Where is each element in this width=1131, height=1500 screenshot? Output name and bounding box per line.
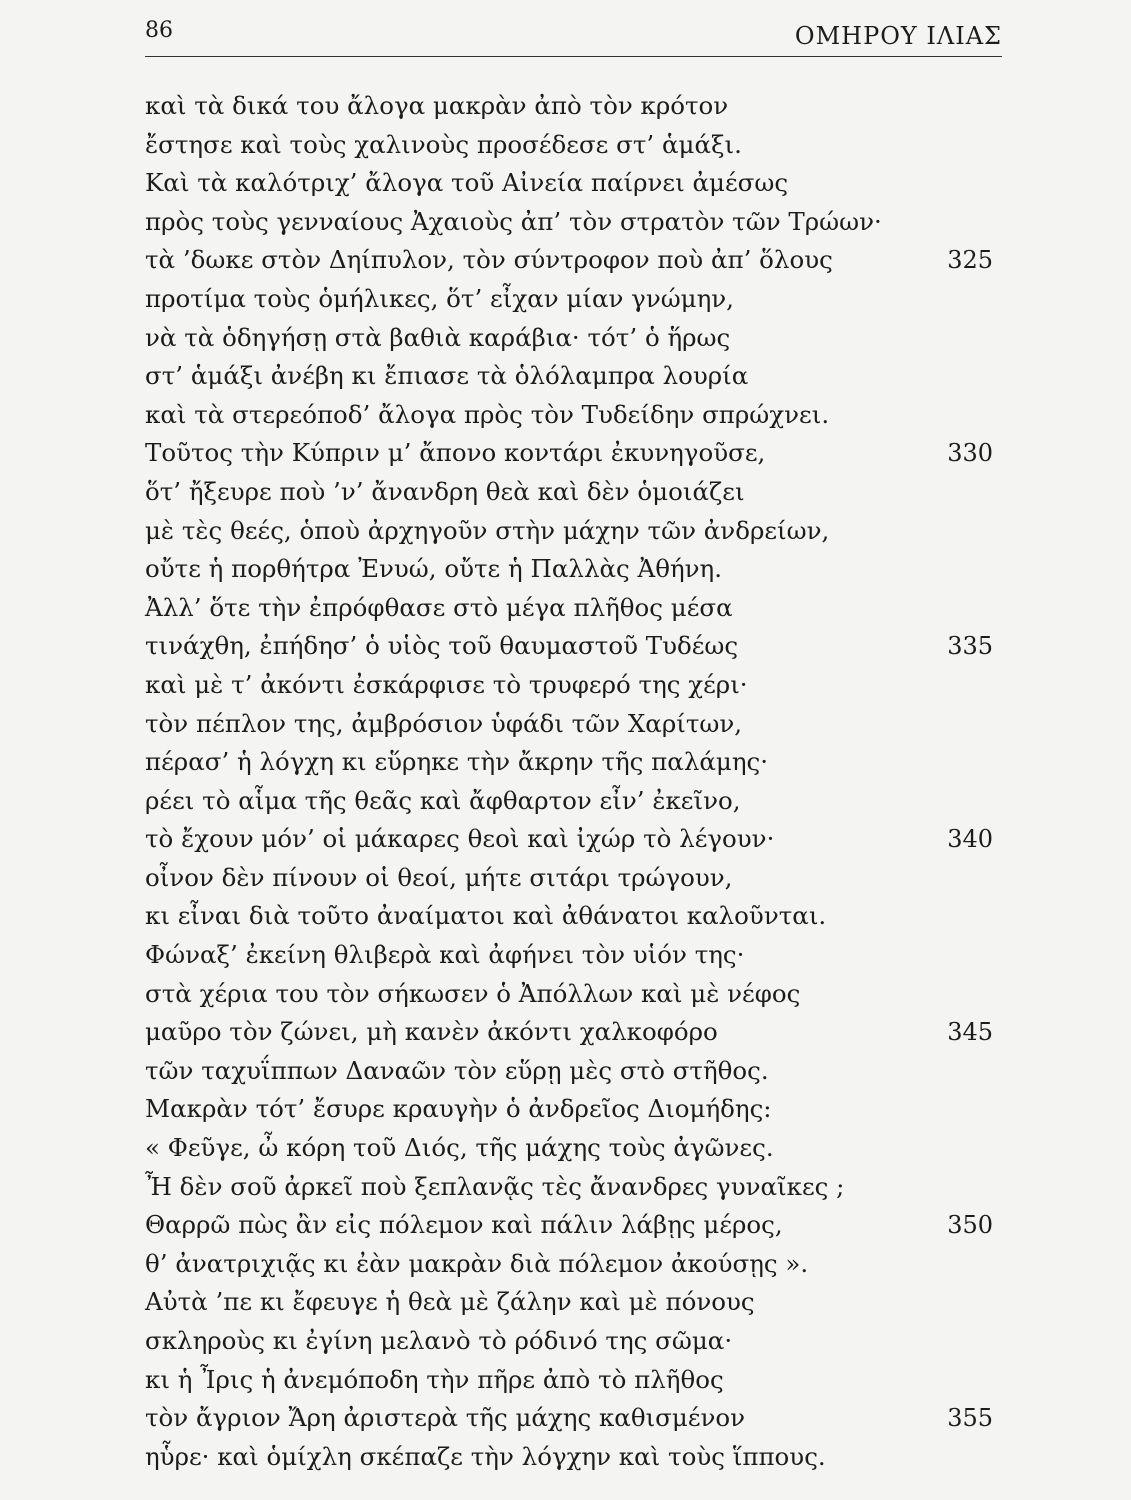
verse-text: τὸ ἔχουν μόν’ οἱ μάκαρες θεοὶ καὶ ἰχώρ τὸ λέγουν· (145, 824, 775, 854)
verse-line (145, 1168, 1005, 1207)
verse-line (145, 1129, 1005, 1168)
verse-text: « Φεῦγε, ὦ κόρη τοῦ Διός, τῆς μάχης τοὺς ἀγῶνες. (145, 1133, 774, 1163)
poem-text (145, 87, 1005, 1476)
verse-text: θ’ ἀνατριχιᾷς κι ἐὰν μακρὰν διὰ πόλεμον ἀκούσῃς ». (145, 1248, 809, 1278)
verse-text: ρέει τὸ αἷμα τῆς θεᾶς καὶ ἄφθαρτον εἶν’ ἐκεῖνο, (145, 785, 741, 815)
verse-text: σκληροὺς κι ἐγίνη μελανὸ τὸ ρόδινό της σῶμα· (145, 1326, 733, 1355)
verse-line (145, 87, 1005, 126)
verse-line (145, 1206, 1005, 1245)
line-number: 345 (947, 1018, 993, 1047)
verse-line (145, 203, 1005, 242)
line-number: 325 (947, 246, 993, 275)
verse-text: οὔτε ἡ πορθήτρα Ἐνυώ, οὔτε ἡ Παλλὰς Ἀθήνη. (145, 554, 723, 584)
verse-text: Θαρρῶ πὼς ἂν εἰς πόλεμον καὶ πάλιν λάβῃς μέρος, (145, 1210, 783, 1240)
verse-text: μαῦρο τὸν ζώνει, μὴ κανὲν ἀκόντι χαλκοφόρο (145, 1017, 718, 1047)
line-number: 335 (947, 632, 993, 661)
verse-line (145, 512, 1005, 551)
verse-line (145, 743, 1005, 782)
verse-text: νὰ τὰ ὁδηγήσῃ στὰ βαθιὰ καράβια· τότ’ ὁ ἥρως (145, 322, 731, 352)
verse-line (145, 782, 1005, 821)
verse-line (145, 473, 1005, 512)
verse-line (145, 434, 1005, 473)
verse-text: Μακρὰν τότ’ ἔσυρε κραυγὴν ὁ ἀνδρεῖος Διομήδης: (145, 1094, 772, 1124)
verse-text: κι ἡ Ἶρις ἡ ἀνεμόποδη τὴν πῆρε ἀπὸ τὸ πλῆθος (145, 1364, 724, 1394)
verse-text: ἔστησε καὶ τοὺς χαλινοὺς προσέδεσε στ’ ἁμάξι. (145, 129, 742, 159)
verse-text: Καὶ τὰ καλότριχ’ ἄλογα τοῦ Αἰνεία παίρνει ἀμέσως (145, 168, 789, 198)
verse-text: Φώναξ’ ἐκείνη θλιβερὰ καὶ ἀφήνει τὸν υἱόν της· (145, 940, 745, 970)
verse-line (145, 1013, 1005, 1052)
verse-text: στ’ ἁμάξι ἀνέβη κι ἔπιασε τὰ ὁλόλαμπρα λουρία (145, 361, 749, 391)
verse-line (145, 396, 1005, 435)
verse-line (145, 550, 1005, 589)
verse-line (145, 1322, 1005, 1361)
verse-text: καὶ τὰ στερεόποδ’ ἄλογα πρὸς τὸν Τυδείδην σπρώχνει. (145, 399, 830, 429)
verse-text: Ἀλλ’ ὅτε τὴν ἐπρόφθασε στὸ μέγα πλῆθος μέσα (145, 592, 733, 622)
verse-line (145, 1399, 1005, 1438)
running-title: ΟΜΗΡΟΥ ΙΛΙΑΣ (794, 22, 1002, 50)
page-number: 86 (145, 18, 173, 43)
verse-line (145, 705, 1005, 744)
verse-text: Τοῦτος τὴν Κύπριν μ’ ἄπονο κοντάρι ἐκυνηγοῦσε, (145, 438, 766, 468)
verse-line (145, 164, 1005, 203)
verse-text: πρὸς τοὺς γενναίους Ἀχαιοὺς ἀπ’ τὸν στρατὸν τῶν Τρώων· (145, 206, 882, 236)
verse-text: τὰ ’δωκε στὸν Δηίπυλον, τὸν σύντροφον ποὺ ἀπ’ ὅλους (145, 245, 833, 275)
verse-line (145, 666, 1005, 705)
verse-line (145, 820, 1005, 859)
page-header (145, 12, 1002, 57)
verse-text: Ἦ δὲν σοῦ ἀρκεῖ ποὺ ξεπλανᾷς τὲς ἄνανδρες γυναῖκες ; (145, 1171, 845, 1201)
verse-line (145, 1245, 1005, 1284)
verse-line (145, 357, 1005, 396)
verse-text: καὶ μὲ τ’ ἀκόντι ἐσκάρφισε τὸ τρυφερό της χέρι· (145, 669, 748, 699)
verse-line (145, 936, 1005, 975)
verse-line (145, 319, 1005, 358)
line-number: 355 (947, 1404, 993, 1433)
verse-line (145, 280, 1005, 319)
verse-line (145, 1090, 1005, 1129)
verse-text: τὸν ἄγριον Ἄρη ἀριστερὰ τῆς μάχης καθισμένον (145, 1403, 746, 1433)
verse-line (145, 897, 1005, 936)
verse-line (145, 975, 1005, 1014)
verse-text: ὅτ’ ἤξευρε ποὺ ’ν’ ἄνανδρη θεὰ καὶ δὲν ὁμοιάζει (145, 476, 745, 506)
verse-text: στὰ χέρια του τὸν σήκωσεν ὁ Ἀπόλλων καὶ μὲ νέφος (145, 978, 801, 1008)
verse-text: ηὗρε· καὶ ὁμίχλη σκέπαζε τὴν λόγχην καὶ τοὺς ἵππους. (145, 1441, 826, 1471)
verse-text: οἶνον δὲν πίνουν οἱ θεοί, μήτε σιτάρι τρώγουν, (145, 862, 733, 892)
verse-text: κι εἶναι διὰ τοῦτο ἀναίματοι καὶ ἀθάνατοι καλοῦνται. (145, 901, 827, 931)
verse-line (145, 1361, 1005, 1400)
verse-text: τῶν ταχυΐππων Δαναῶν τὸν εὕρῃ μὲς στὸ στῆθος. (145, 1055, 769, 1085)
verse-line (145, 1283, 1005, 1322)
verse-line (145, 1052, 1005, 1091)
verse-line (145, 627, 1005, 666)
verse-line (145, 859, 1005, 898)
verse-line (145, 589, 1005, 628)
verse-line (145, 1438, 1005, 1477)
line-number: 340 (947, 825, 993, 854)
verse-text: καὶ τὰ δικά του ἄλογα μακρὰν ἀπὸ τὸν κρότον (145, 91, 729, 120)
verse-line (145, 126, 1005, 165)
verse-line (145, 241, 1005, 280)
line-number: 330 (947, 439, 993, 468)
verse-text: προτίμα τοὺς ὁμήλικες, ὅτ’ εἶχαν μίαν γνώμην, (145, 283, 734, 313)
verse-text: πέρασ’ ἡ λόγχη κι εὕρηκε τὴν ἄκρην τῆς παλάμης· (145, 747, 769, 777)
verse-text: τὸν πέπλον της, ἀμβρόσιον ὑφάδι τῶν Χαρίτων, (145, 708, 743, 738)
line-number: 350 (947, 1211, 993, 1240)
verse-text: Αὐτὰ ’πε κι ἔφευγε ἡ θεὰ μὲ ζάλην καὶ μὲ πόνους (145, 1287, 755, 1317)
verse-text: μὲ τὲς θεές, ὁποὺ ἀρχηγοῦν στὴν μάχην τῶν ἀνδρείων, (145, 515, 830, 545)
verse-text: τινάχθη, ἐπήδησ’ ὁ υἱὸς τοῦ θαυμαστοῦ Τυδέως (145, 631, 739, 661)
